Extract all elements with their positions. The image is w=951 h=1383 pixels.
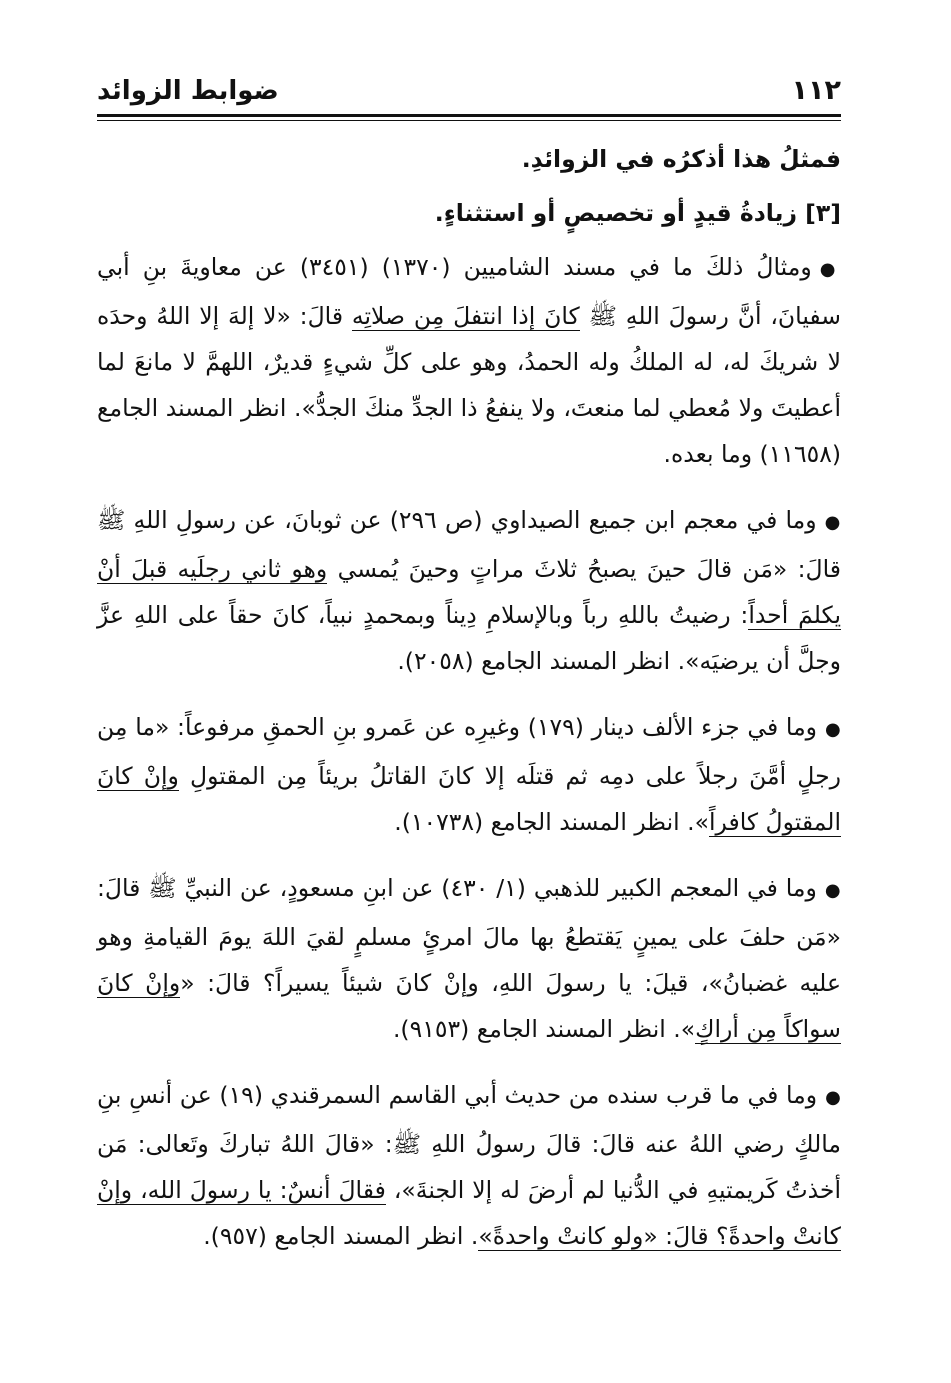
body-text bbox=[97, 136, 841, 1279]
bullet-icon: ● bbox=[825, 719, 841, 740]
header-rule-thin bbox=[97, 120, 841, 121]
section-heading: [٣] زيادةُ قيدٍ أو تخصيصٍ أو استثناءٍ. bbox=[434, 199, 841, 227]
header-rule-thick bbox=[97, 114, 841, 117]
paragraph-example-5: ●وما في ما قرب سنده من حديث أبي القاسم السمرقندي (١٩) عن أنسِ بنِ مالكٍ رضي اللهُ عنه قالَ: قالَ رسولُ اللهِ ﷺ: «قالَ اللهُ تباركَ وتَعالى: مَن أخذتُ كَريمتيهِ في الدُّنيا لم أرضَ له إلا الجنةَ»، فقالَ أنسٌ: يا رسولَ الله، وإنْ كانتْ واحدةً؟ قالَ: «ولو كانتْ واحدةً». انظر المسند الجامع (٩٥٧). bbox=[97, 1081, 841, 1250]
underlined-phrase: فقالَ أنسٌ: يا رسولَ الله، وإنْ كانتْ واحدةً؟ قالَ: «ولو كانتْ واحدةً» bbox=[97, 1176, 841, 1250]
underlined-phrase: وهو ثاني رجلَيه قبلَ أنْ يكلمَ أحداً bbox=[97, 555, 842, 629]
paragraph-example-2: ●وما في معجم ابن جميع الصيداوي (ص ٢٩٦) عن ثوبانَ، عن رسولِ اللهِ ﷺ قالَ: «مَن قالَ حينَ يصبحُ ثلاثَ مراتٍ وحينَ يُمسي وهو ثاني رجلَيه قبلَ أنْ يكلمَ أحداً: رضيتُ باللهِ رباً وبالإسلامِ دِيناً وبمحمدٍ نبياً، كانَ حقاً على اللهِ عزَّ وجلَّ أن يرضيَه». انظر المسند الجامع (٢٠٥٨). bbox=[97, 506, 842, 675]
underlined-phrase: كانَ إذا انتفلَ مِن صلاتِه bbox=[351, 302, 580, 330]
paragraph-example-3: ●وما في جزء الألف دينار (١٧٩) وغيرِه عن عَمرو بنِ الحمقِ مرفوعاً: «ما مِن رجلٍ أمَّنَ رجلاً على دمِه ثم قتلَه إلا كانَ القاتلُ بريئاً مِن المقتولِ وإنْ كانَ المقتولُ كافراً». انظر المسند الجامع (١٠٧٣٨). bbox=[97, 713, 841, 836]
bullet-icon: ● bbox=[824, 880, 841, 901]
running-header bbox=[97, 70, 841, 112]
bullet-icon: ● bbox=[824, 512, 841, 533]
page-number: ١١٢ bbox=[791, 75, 841, 106]
bullet-icon: ● bbox=[819, 259, 841, 280]
bullet-icon: ● bbox=[825, 1087, 841, 1108]
underlined-phrase: وإنْ كانَ المقتولُ كافراً bbox=[97, 762, 841, 836]
paragraph-intro: فمثلُ هذا أذكرُه في الزوائدِ. bbox=[521, 145, 841, 173]
underlined-phrase: وإنْ كانَ سواكاً مِن أراكٍ bbox=[97, 969, 841, 1043]
book-title: ضوابط الزوائد bbox=[97, 76, 279, 106]
paragraph-example-1: ●ومثالُ ذلكَ ما في مسند الشاميين (١٣٧٠) (٣٤٥١) عن معاويةَ بنِ أبي سفيانَ، أنَّ رسولَ اللهِ ﷺ كانَ إذا انتفلَ مِن صلاتِه قالَ: «لا إلهَ إلا اللهُ وحدَه لا شريكَ له، له الملكُ وله الحمدُ، وهو على كلِّ شيءٍ قديرٌ، اللهمَّ لا مانعَ لما أعطيتَ ولا مُعطي لما منعتَ، ولا ينفعُ ذا الجدِّ منكَ الجدُّ». انظر المسند الجامع (١١٦٥٨) وما بعده. bbox=[97, 253, 841, 468]
paragraph-example-4: ●وما في المعجم الكبير للذهبي (١/ ٤٣٠) عن ابنِ مسعودٍ، عن النبيِّ ﷺ قالَ: «مَن حلفَ على يمينٍ يَقتطعُ بها مالَ امرئٍ مسلمٍ لقيَ اللهَ يومَ القيامةِ وهو عليه غضبانُ»، قيلَ: يا رسولَ اللهِ، وإنْ كانَ شيئاً يسيراً؟ قالَ: «وإنْ كانَ سواكاً مِن أراكٍ». انظر المسند الجامع (٩١٥٣). bbox=[97, 874, 841, 1043]
